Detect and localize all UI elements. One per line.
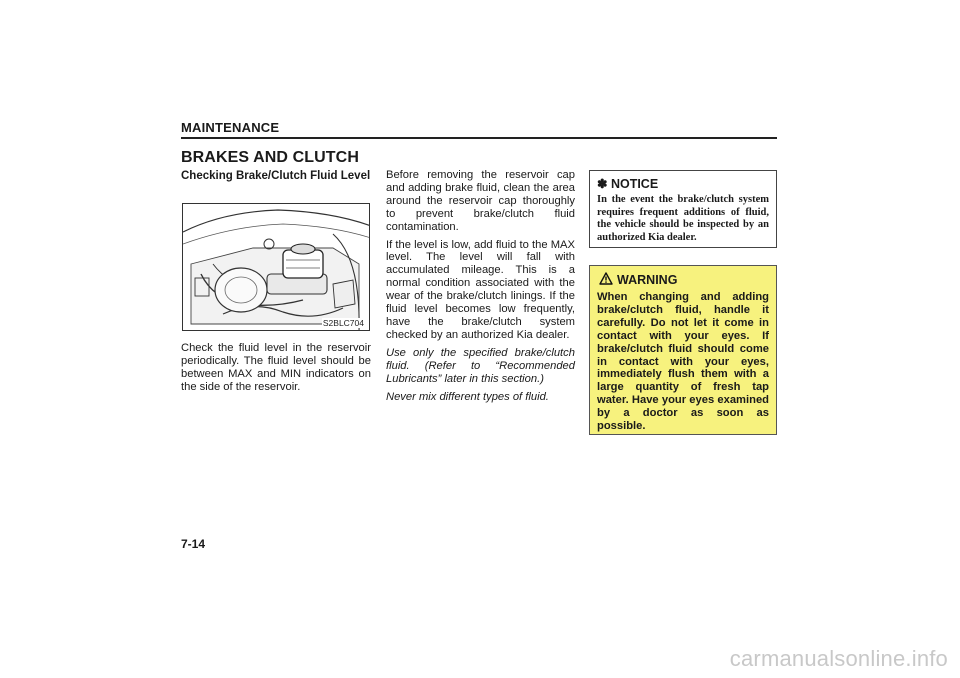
col2-paragraph-2: If the level is low, add fluid to the MAX level. The level will fall with accumulated mileage. This is a normal condition associated with the wear of the brake/clutch linings. If the fluid level becomes low frequently, have the brake/clutch system checked by an authorized Kia dealer. bbox=[386, 238, 575, 341]
warning-heading bbox=[597, 272, 769, 288]
notice-box bbox=[589, 170, 777, 248]
col2-text bbox=[386, 169, 575, 408]
brake-reservoir-illustration bbox=[183, 204, 370, 331]
col1-paragraph: Check the fluid level in the reservoir periodically. The fluid level should be between MAX and MIN indicators on the side of the reservoir. bbox=[181, 342, 371, 393]
warning-box bbox=[589, 265, 777, 435]
col2-paragraph-1: Before removing the reservoir cap and adding brake fluid, clean the area around the reservoir cap thoroughly to prevent brake/clutch fluid contamination. bbox=[386, 169, 575, 233]
notice-title: ✽ NOTICE bbox=[597, 177, 659, 191]
sub-heading: Checking Brake/Clutch Fluid Level bbox=[181, 170, 371, 182]
page-number: 7-14 bbox=[181, 537, 206, 551]
warning-triangle-icon bbox=[599, 272, 613, 288]
col2-paragraph-4: Never mix different types of fluid. bbox=[386, 390, 549, 403]
watermark: carmanualsonline.info bbox=[729, 646, 948, 671]
warning-text: When changing and adding brake/clutch fluid, handle it carefully. Do not let it come in contact with your eyes. If brake/clutch fluid should come in contact with your eyes, immediately flush them with a large quantity of fresh tap water. Have your eyes examined by a doctor as soon as possible. bbox=[597, 291, 769, 433]
figure-code: S2BLC704 bbox=[322, 318, 364, 328]
main-heading: BRAKES AND CLUTCH bbox=[181, 149, 359, 166]
col2-paragraph-3: Use only the specified brake/clutch fluid. (Refer to “Recommended Lubricants” later in this section.) bbox=[386, 346, 575, 385]
warning-title: WARNING bbox=[617, 273, 678, 287]
notice-text: In the event the brake/clutch system requires frequent additions of fluid, the vehicle should be inspected by an authorized Kia dealer. bbox=[597, 194, 769, 243]
engine-bay-figure bbox=[182, 203, 370, 331]
header-rule bbox=[181, 137, 777, 139]
section-header: MAINTENANCE bbox=[181, 120, 280, 135]
